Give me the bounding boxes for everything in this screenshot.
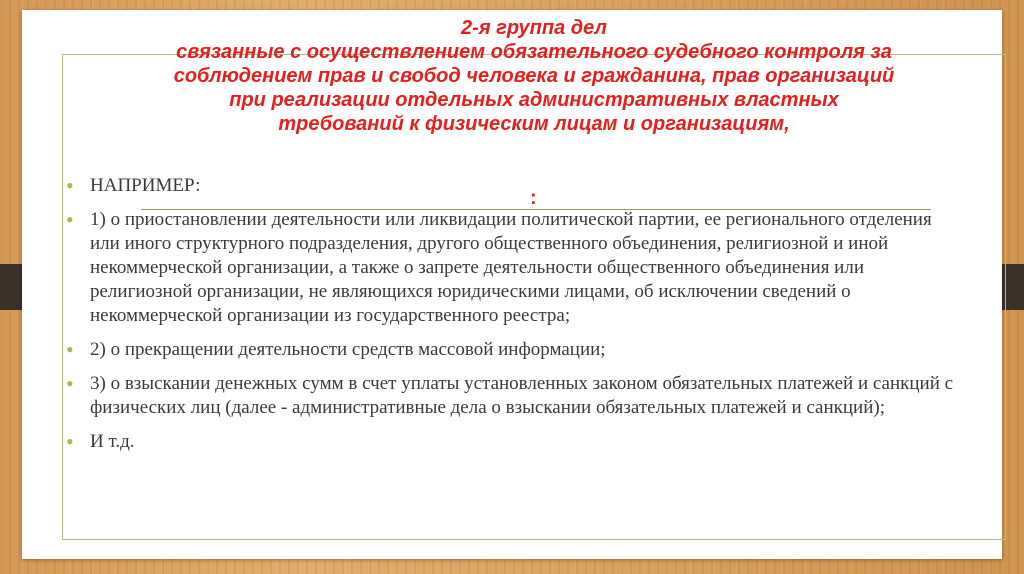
slide-title [62, 16, 1006, 136]
bullet-dot-icon: • [66, 429, 74, 454]
list-item-text: 3) о взыскании денежных сумм в счет уплаты установленных законом обязательных платежей и санкций с физических лиц (далее - административные дела о взыскании обязательных платежей и санкций); [90, 373, 954, 418]
list-item [66, 174, 966, 198]
bullet-dot-icon: • [66, 207, 74, 232]
list-item-text: 2) о прекращении деятельности средств массовой информации; [90, 339, 606, 360]
title-line: при реализации отдельных административных властных [229, 89, 839, 111]
title-line: требований к физическим лицам и организациям, [278, 113, 790, 135]
list-item [66, 372, 966, 420]
title-colon: : [530, 187, 537, 209]
bullet-list [66, 174, 966, 464]
list-item [66, 430, 966, 454]
slide-card [22, 10, 1002, 559]
title-line: 2-я группа дел [461, 17, 607, 39]
list-item-text: 1) о приостановлении деятельности или ликвидации политической партии, ее регионального отделения или иного структурного подразделения, другого общественного объединения, религиозной и иной некоммерческой организации, а также о запрете деятельности общественного объединения или религиозной организации, не являющихся юридическими лицами, об исключении сведений о некоммерческой организации из государственного реестра; [90, 209, 932, 326]
bullet-dot-icon: • [66, 371, 74, 396]
title-line: соблюдением прав и свобод человека и гражданина, прав организаций [173, 65, 895, 87]
title-line: связанные с осуществлением обязательного судебного контроля за [176, 41, 892, 63]
bullet-dot-icon: • [66, 337, 74, 362]
bullet-dot-icon: • [66, 173, 74, 198]
list-item-text: И т.д. [90, 431, 135, 452]
list-item [66, 338, 966, 362]
list-item-text: НАПРИМЕР: [90, 175, 201, 196]
list-item [66, 208, 966, 328]
